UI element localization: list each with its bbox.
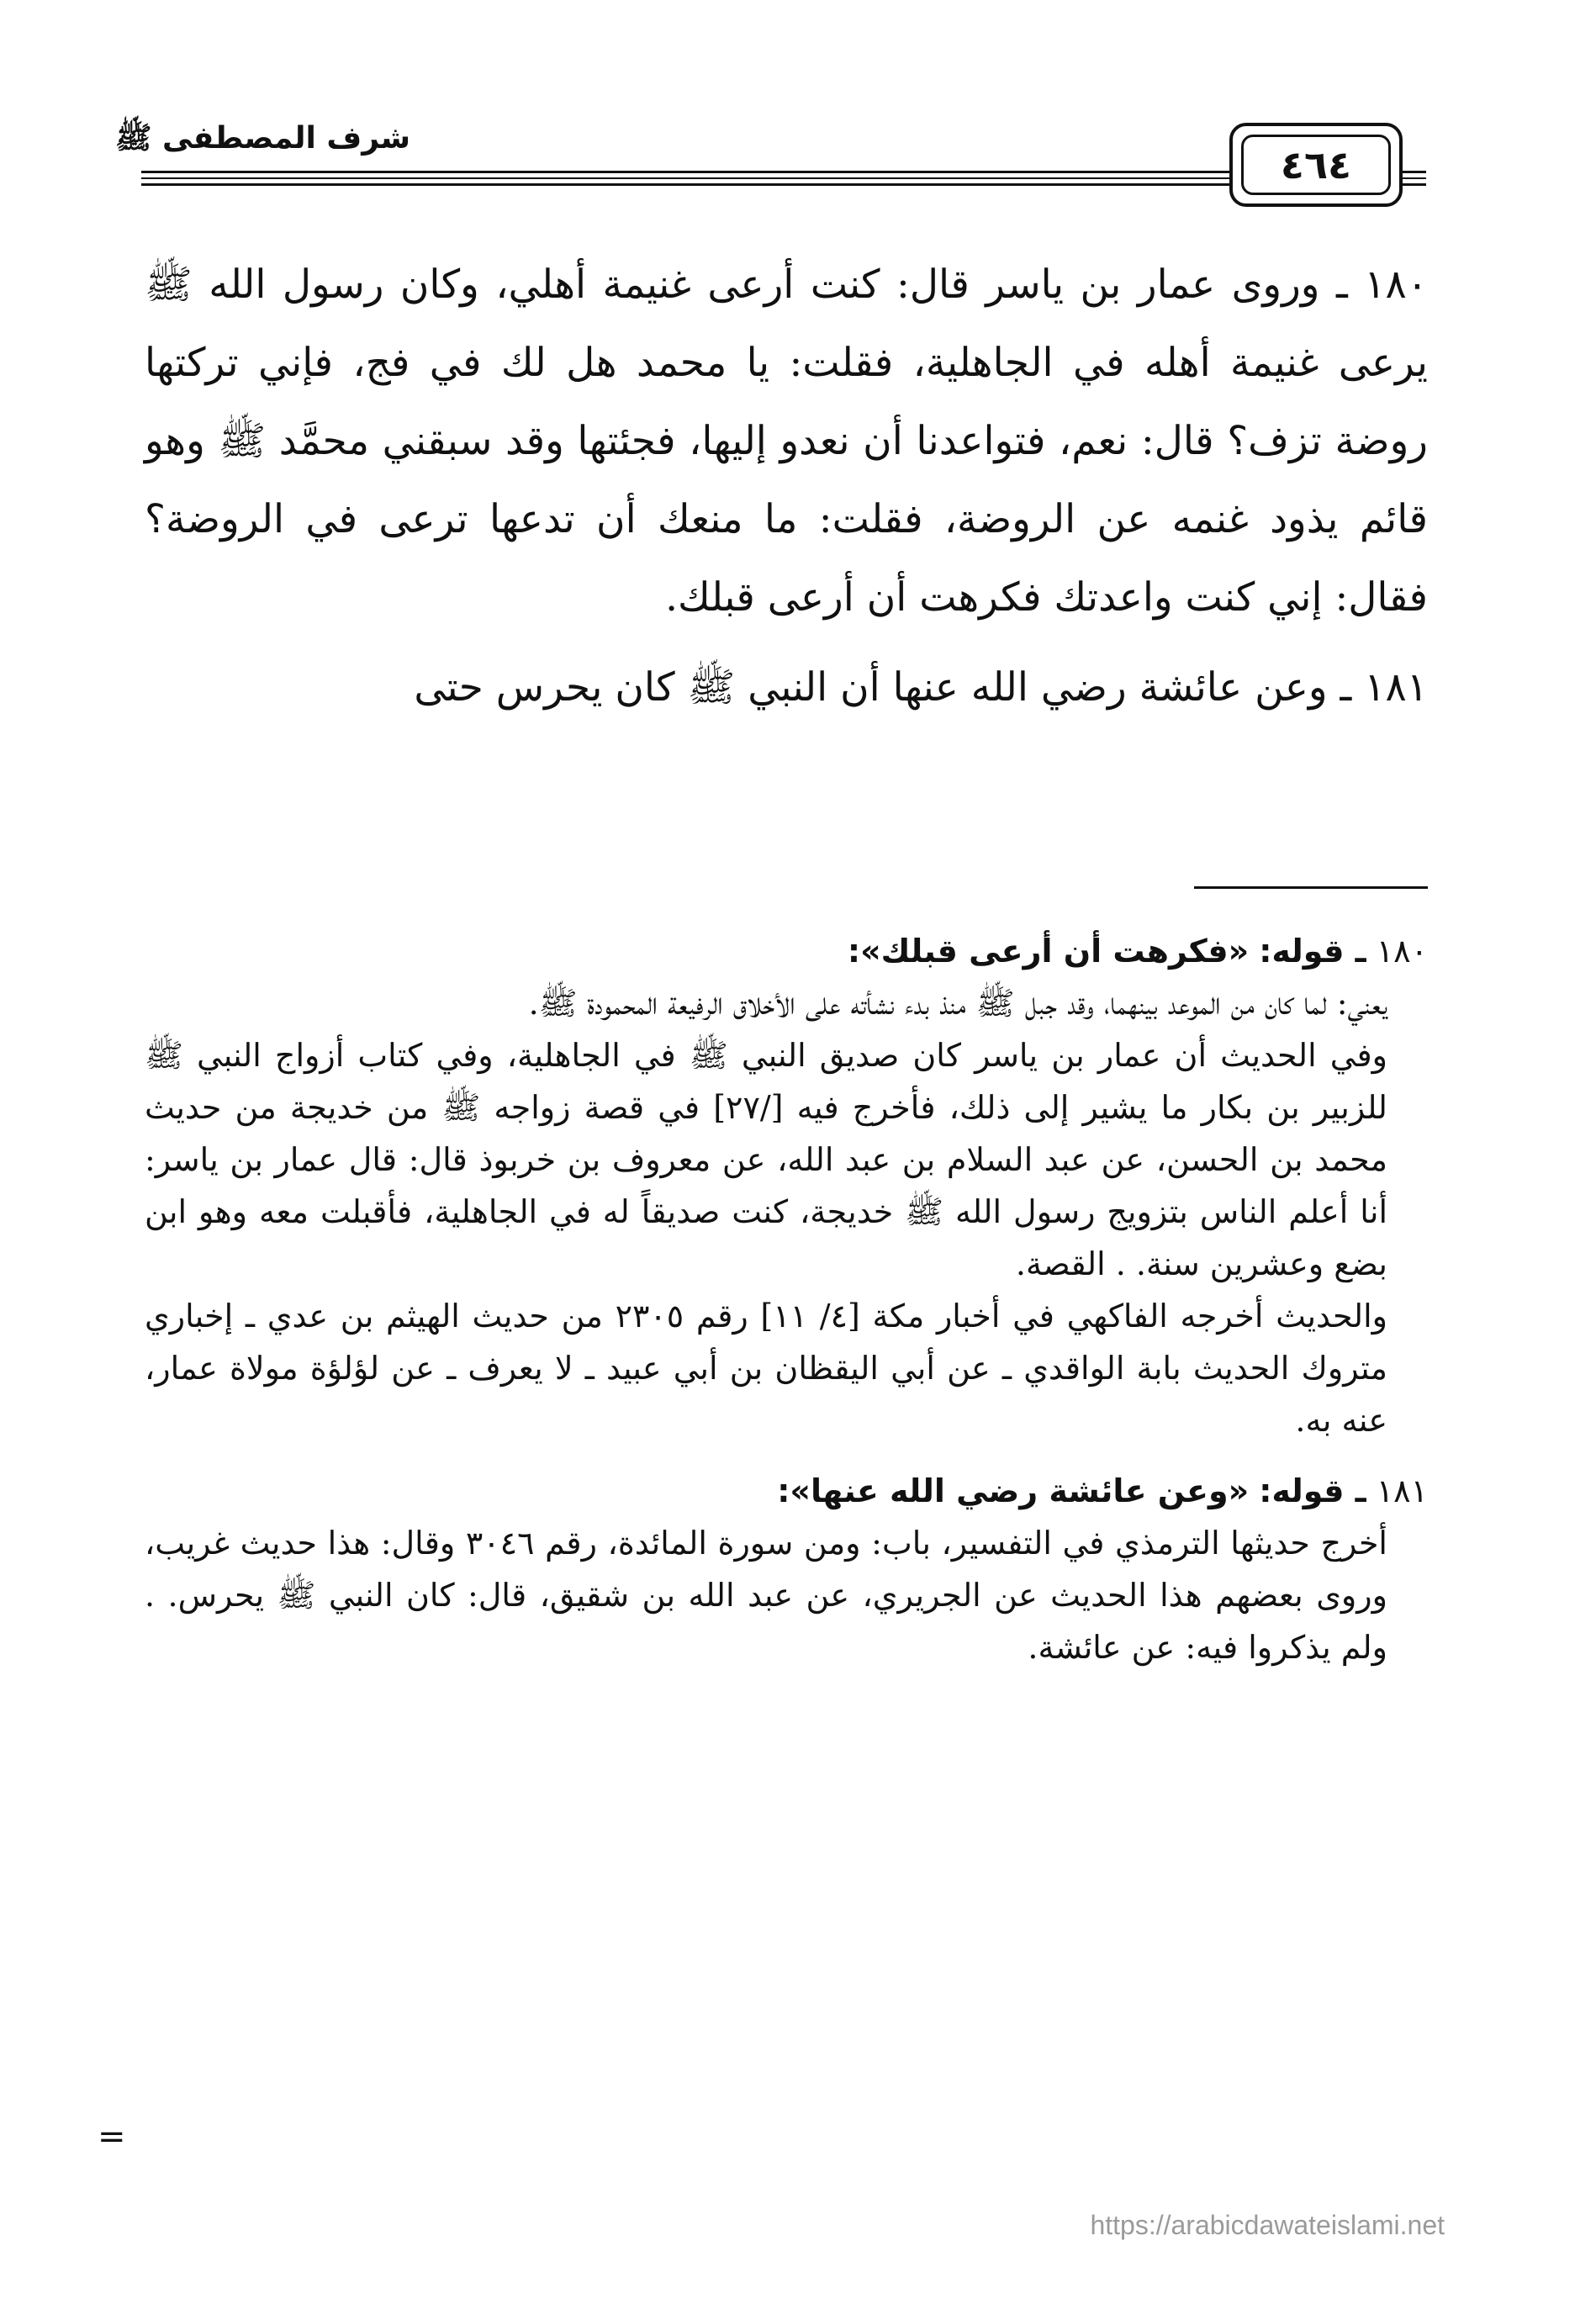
note-paragraph: يعني: لما كان من الموعد بينهما، وقد جبل ﷺ منذ بدء نشأته على الأخلاق الرفيعة المحمودة ﷺ. [528, 985, 1387, 1022]
note-heading [145, 1465, 1428, 1517]
note-label: ـ قوله: [1259, 933, 1366, 970]
watermark-url: https://arabicdawateislami.net [1090, 2210, 1445, 2240]
note-quote: «وعن عائشة رضي الله عنها»: [777, 1472, 1250, 1509]
note-number: ١٨١ [1376, 1472, 1428, 1509]
note-paragraph: وفي الحديث أن عمار بن ياسر كان صديق النبي ﷺ في الجاهلية، وفي كتاب أزواج النبي ﷺ للزبير بن بكار ما يشير إلى ذلك، فأخرج فيه [/٢٧] في قصة زواجه ﷺ من خديجة من حديث محمد بن الحسن، عن عبد السلام بن عبد الله، عن معروف بن خربوذ قال: قال عمار بن ياسر: أنا أعلم الناس بتزويج رسول الله ﷺ خديجة، كنت صديقاً له في الجاهلية، فأقبلت معه وهو ابن بضع وعشرين سنة. . القصة. [145, 1037, 1387, 1282]
page-number: ٤٦٤ [1241, 135, 1391, 195]
note-heading [145, 925, 1428, 977]
running-header-title: شرف المصطفى ﷺ [114, 121, 410, 156]
note-181 [145, 1465, 1428, 1673]
note-180 [145, 925, 1428, 1446]
note-quote: «فكرهت أن أرعى قبلك»: [847, 933, 1250, 970]
note-number: ١٨٠ [1376, 933, 1428, 970]
note-paragraph: أخرج حديثها الترمذي في التفسير، باب: ومن سورة المائدة، رقم ٣٠٤٦ وقال: هذا حديث غريب، وروى بعضهم هذا الحديث عن الجريري، عن عبد الله بن شقيق، قال: كان النبي ﷺ يحرس. . ولم يذكروا فيه: عن عائشة. [145, 1525, 1387, 1666]
footnote-separator [1194, 886, 1428, 889]
page-number-frame [1229, 123, 1403, 207]
hadith-paragraph-181: ١٨١ ـ وعن عائشة رضي الله عنها أن النبي ﷺ كان يحرس حتى [414, 664, 1428, 711]
footnotes [145, 925, 1428, 1678]
continuation-mark: = [98, 2117, 126, 2156]
main-text [145, 246, 1428, 727]
hadith-paragraph-180: ١٨٠ ـ وروى عمار بن ياسر قال: كنت أرعى غنيمة أهلي، وكان رسول الله ﷺ يرعى غنيمة أهله في الجاهلية، فقلت: يا محمد هل لك في فج، فإني تركتها روضة تزف؟ قال: نعم، فتواعدنا أن نعدو إليها، فجئتها وقد سبقني محمَّد ﷺ وهو قائم يذود غنمه عن الروضة، فقلت: ما منعك أن تدعها ترعى في الروضة؟ فقال: إني كنت واعدتك فكرهت أن أرعى قبلك. [145, 262, 1428, 621]
note-label: ـ قوله: [1259, 1472, 1366, 1509]
note-paragraph: والحديث أخرجه الفاكهي في أخبار مكة [٤/ ١١] رقم ٢٣٠٥ من حديث الهيثم بن عدي ـ إخباري متروك الحديث بابة الواقدي ـ عن أبي اليقظان بن أبي عبيد ـ لا يعرف ـ عن لؤلؤة مولاة عمار، عنه به. [145, 1298, 1387, 1439]
